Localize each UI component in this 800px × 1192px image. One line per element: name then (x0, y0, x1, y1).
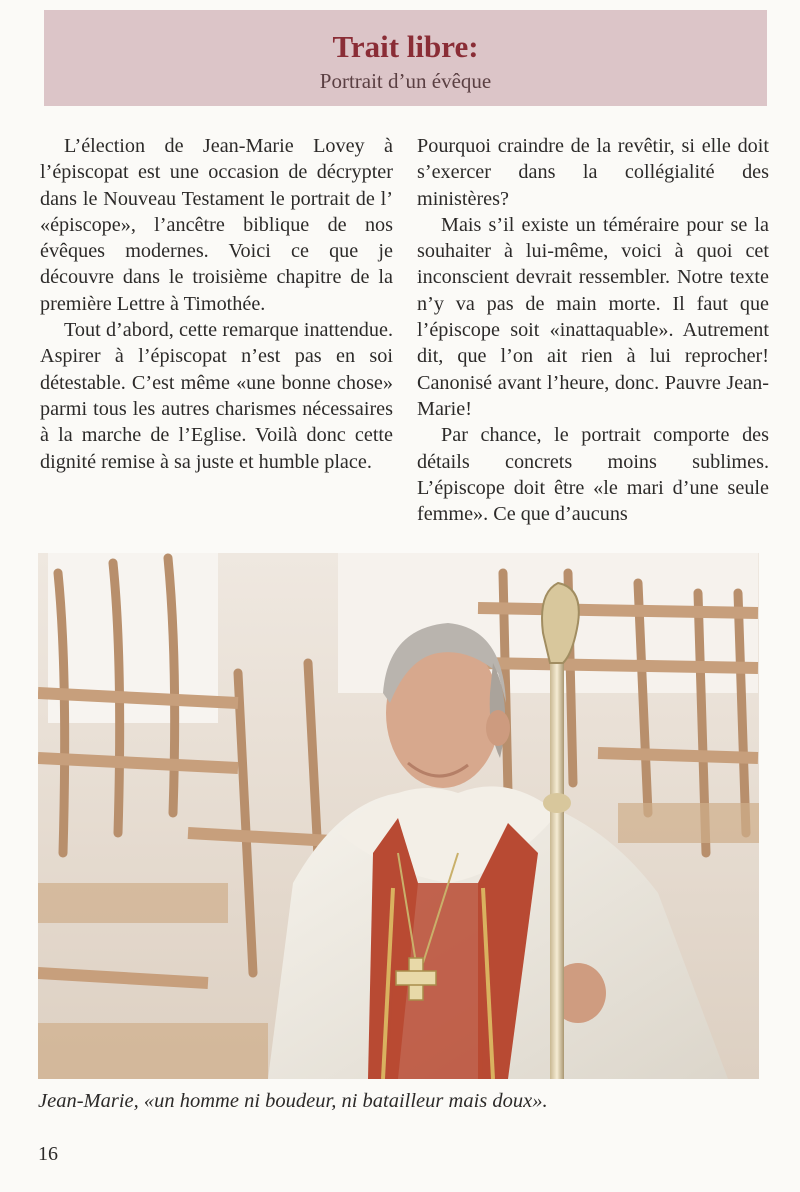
article-subtitle: Portrait d’un évêque (319, 69, 492, 93)
photo-illustration (38, 553, 759, 1079)
header-banner (44, 10, 767, 106)
paragraph: Mais s’il existe un téméraire pour se la souhaiter à lui-même, voici à quoi cet inconscient devrait ressembler. Notre texte n’y va pas de main morte. Il faut que l’épiscope soit «inattaquable». Autrement dit, que l’on ait rien à lui reprocher! Canonisé avant l’heure, donc. Pauvre Jean-Marie! (417, 213, 769, 420)
right-column (417, 133, 769, 527)
left-column (40, 133, 393, 475)
paragraph: Par chance, le portrait comporte des détails concrets moins sublimes. L’épiscope doit être «le mari d’une seule femme». Ce que d’aucuns (417, 424, 769, 526)
section-title: Trait libre: (332, 29, 479, 64)
paragraph: L’élection de Jean-Marie Lovey à l’épiscopat est une occasion de décrypter dans le Nouveau Testament le portrait de l’ «épiscope», l’ancêtre biblique de nos évêques modernes. Voici ce que je découvre dans le troisième chapitre de la première Lettre à Timothée. (40, 135, 393, 315)
bishop-photo (38, 553, 759, 1079)
photo-caption: Jean-Marie, «un homme ni boudeur, ni batailleur mais doux». (38, 1090, 548, 1112)
page-number: 16 (38, 1143, 58, 1165)
paragraph: Tout d’abord, cette remarque inattendue. Aspirer à l’épiscopat n’est pas en soi détestable. C’est même «une bonne chose» parmi tous les autres charismes nécessaires à la marche de l’Eglise. Voilà donc cette dignité remise à sa juste et humble place. (40, 319, 393, 473)
paragraph: Pourquoi craindre de la revêtir, si elle doit s’exercer dans la collégialité des ministères? (417, 135, 769, 210)
